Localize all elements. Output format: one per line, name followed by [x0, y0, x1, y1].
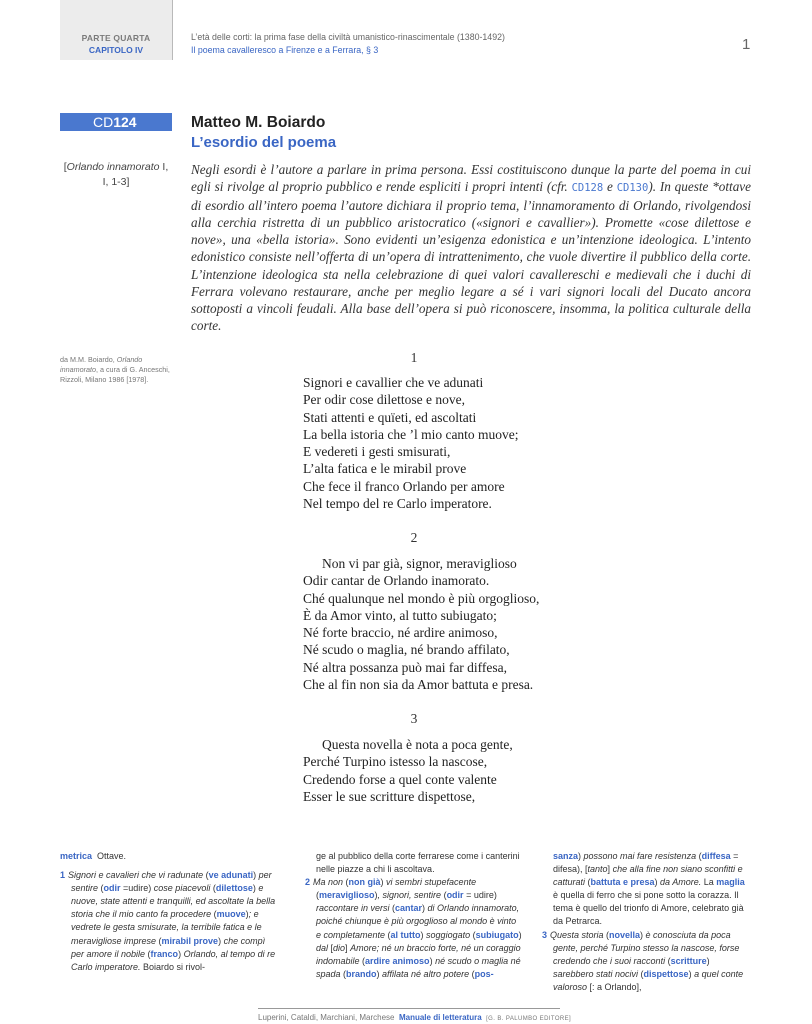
note-3: 3 Questa storia (novella) è conosciuta da poca gente, perché Turpino stesso la nascose, forse credendo che i suoi racconti (scritture) sarebbero stati nocivi (dispettose) a quel conte valoroso [: a Orlando],	[542, 929, 744, 992]
verse-line: Stati attenti e quïeti, ed ascoltati	[303, 409, 477, 425]
intro-paragraph	[191, 161, 751, 334]
verse-line: Per odir cose dilettose e nove,	[303, 392, 465, 408]
source-work: Orlando innamorato	[60, 355, 143, 374]
notes-column-2	[305, 850, 523, 981]
page-number: 1	[742, 36, 751, 53]
intro-text-1: Negli esordi è l’autore a parlare in prima persona. Essi costituiscono dunque la parte del poema in cui egli si rivolge al proprio pubblico e rende espliciti i propri intenti (cfr.	[191, 162, 751, 195]
cd-link-130[interactable]: CD130	[616, 182, 649, 195]
stanza-1	[303, 374, 519, 512]
verse-line: Credendo forse a quel conte valente	[303, 771, 497, 787]
stanza-3	[303, 736, 513, 805]
work-reference-book: I,	[159, 161, 169, 173]
source-rest: , a cura di G. Anceschi, Rizzoli, Milano 1986 [1978].	[60, 365, 170, 384]
stanza-number-3: 3	[410, 711, 418, 726]
verse-line: Perché Turpino istesso la nascose,	[303, 754, 488, 770]
stanza-number-1: 1	[410, 350, 418, 365]
footer-manual: Manuale di letteratura	[398, 1013, 482, 1022]
verse-line: Odir cantar de Orlando inamorato.	[303, 573, 490, 589]
metrica-text: Ottave.	[97, 851, 127, 861]
verse-line: Che fece il franco Orlando per amore	[303, 478, 505, 494]
header-chapter-label: CAPITOLO IV	[88, 45, 144, 55]
stanza-2	[303, 555, 539, 693]
cd-badge-number: 124	[113, 114, 137, 130]
note-1-cont: ge al pubblico della corte ferrarese come i canterini nelle piazze a chi li ascoltava.	[316, 851, 520, 875]
header-part-label: PARTE QUARTA	[81, 33, 151, 43]
verse-line: Ché qualunque nel mondo è più orgoglioso,	[303, 590, 540, 606]
note-1: 1 Signori e cavalieri che vi radunate (ve adunati) per sentire (odir =udire) cose piacevoli (dilettose) e nuove, state attenti e tranquilli, ed ascoltate la bella storia che il mio canto fa procedere (muove); e vedrete le gesta smisurate, la terribile fatica e le meravigliose imprese (mirabil prove) che compì per amore il nobile (franco) Orlando, al tempo di re Carlo imperatore. Boiardo si rivol-	[60, 870, 276, 972]
verse-line: Né forte braccio, né ardire animoso,	[303, 625, 498, 641]
note-2: 2 Ma non (non già) vi sembri stupefacente (meraviglioso), signori, sentire (odir = udire) raccontare in versi (cantar) di Orlando innamorato, poiché chiunque è più orgoglioso al mondo è vinto e completamente (al tutto) soggiogato (subiugato) dal [dio] Amore; né un braccio forte, né un coraggio indomabile (ardire animoso) né scudo o maglia né spada (brando) affilata né altro potere (pos-	[305, 877, 522, 979]
cd-badge-prefix: CD	[93, 114, 114, 130]
stanza-number-2: 2	[410, 530, 418, 545]
verse-line: Non vi par già, signor, meraviglioso	[322, 556, 517, 571]
verse-line: E vedereti i gesti smisurati,	[303, 444, 451, 460]
work-reference-title: Orlando innamorato	[66, 161, 160, 173]
footer-rule	[258, 1008, 560, 1009]
source-citation	[60, 355, 172, 385]
metrica-note	[60, 850, 278, 863]
work-reference-cantos: I, 1-3]	[102, 176, 130, 188]
verse-line: L’alta fatica e le mirabil prove	[303, 461, 467, 477]
note-number: 2	[305, 877, 311, 888]
notes-column-3	[542, 850, 752, 994]
verse-line: Né scudo o maglia, né brando affilato,	[303, 642, 510, 658]
verse-line: Questa novella è nota a poca gente,	[322, 737, 513, 752]
header-section-link[interactable]: Il poema cavalleresco a Firenze e a Ferrara, § 3	[191, 45, 379, 55]
cd-link-128[interactable]: CD128	[571, 182, 604, 195]
source-prefix: da M.M. Boiardo,	[60, 355, 117, 364]
header-period-title: L’età delle corti: la prima fase della civiltà umanistico-rinascimentale (1380-1492)	[191, 32, 505, 42]
page-subtitle: L’esordio del poema	[191, 134, 337, 151]
verse-line: È da Amor vinto, al tutto subiugato;	[303, 607, 497, 623]
note-2-cont: sanza) possono mai fare resistenza (diffesa = difesa), [tanto] che alla fine non siano sconfitti e catturati (battuta e presa) da Amore. La maglia è quella di ferro che si pone sotto la corazza. Il tema è quello del trionfo di Amore, celebrato già da Petrarca.	[553, 851, 745, 927]
verse-line: Signori e cavallier che ve adunati	[303, 375, 484, 390]
verse-line: Che al fin non sia da Amor battuta e presa.	[303, 677, 534, 693]
note-number: 3	[542, 929, 548, 940]
footer	[258, 1013, 572, 1022]
notes-column-1	[60, 850, 278, 974]
verse-line: Né altra possanza può mai far diffesa,	[303, 659, 508, 675]
verse-line: Esser le sue scritture dispettose,	[303, 788, 476, 804]
verse-line: Nel tempo del re Carlo imperatore.	[303, 496, 492, 512]
footer-authors: Luperini, Cataldi, Marchiani, Marchese	[258, 1013, 395, 1022]
page-title: Matteo M. Boiardo	[191, 114, 326, 131]
intro-text-3: ). In queste *ottave di esordio all’intero poema l’autore dichiara il proprio tema, l’innamoramento di Orlando, rivolgendosi alla cerchia ristretta di un pubblico aristocratico («signori e cavallier»). Promette «cose dilettose e nove», una «bella istoria». Sono evidenti un’esigenza edonistica e un’intenzione ideologica. L’intento edonistico consiste nell’offerta di un’opera di intrattenimento, che vuole divertire il pubblico della corte. L’intenzione ideologica sta nella celebrazione di quei valori cavallereschi e medievali che i duchi di Ferrara volevano restaurare, anche per meglio legare a sé i vari signori locali del Ducato ancora sottoposti a vincoli feudali. Alla base dell’opera si può riconoscere, insomma, la politica culturale della corte.	[191, 179, 752, 333]
intro-text-2: e	[603, 179, 617, 195]
footer-publisher: [G. B. PALUMBO EDITORE]	[486, 1016, 572, 1022]
metrica-label: metrica	[60, 851, 93, 861]
verse-line: La bella istoria che ’l mio canto muove;	[303, 426, 519, 442]
cd-badge	[60, 113, 172, 131]
note-number: 1	[60, 870, 66, 881]
work-reference: [Orlando innamorato I, I, 1-3]	[63, 161, 169, 188]
